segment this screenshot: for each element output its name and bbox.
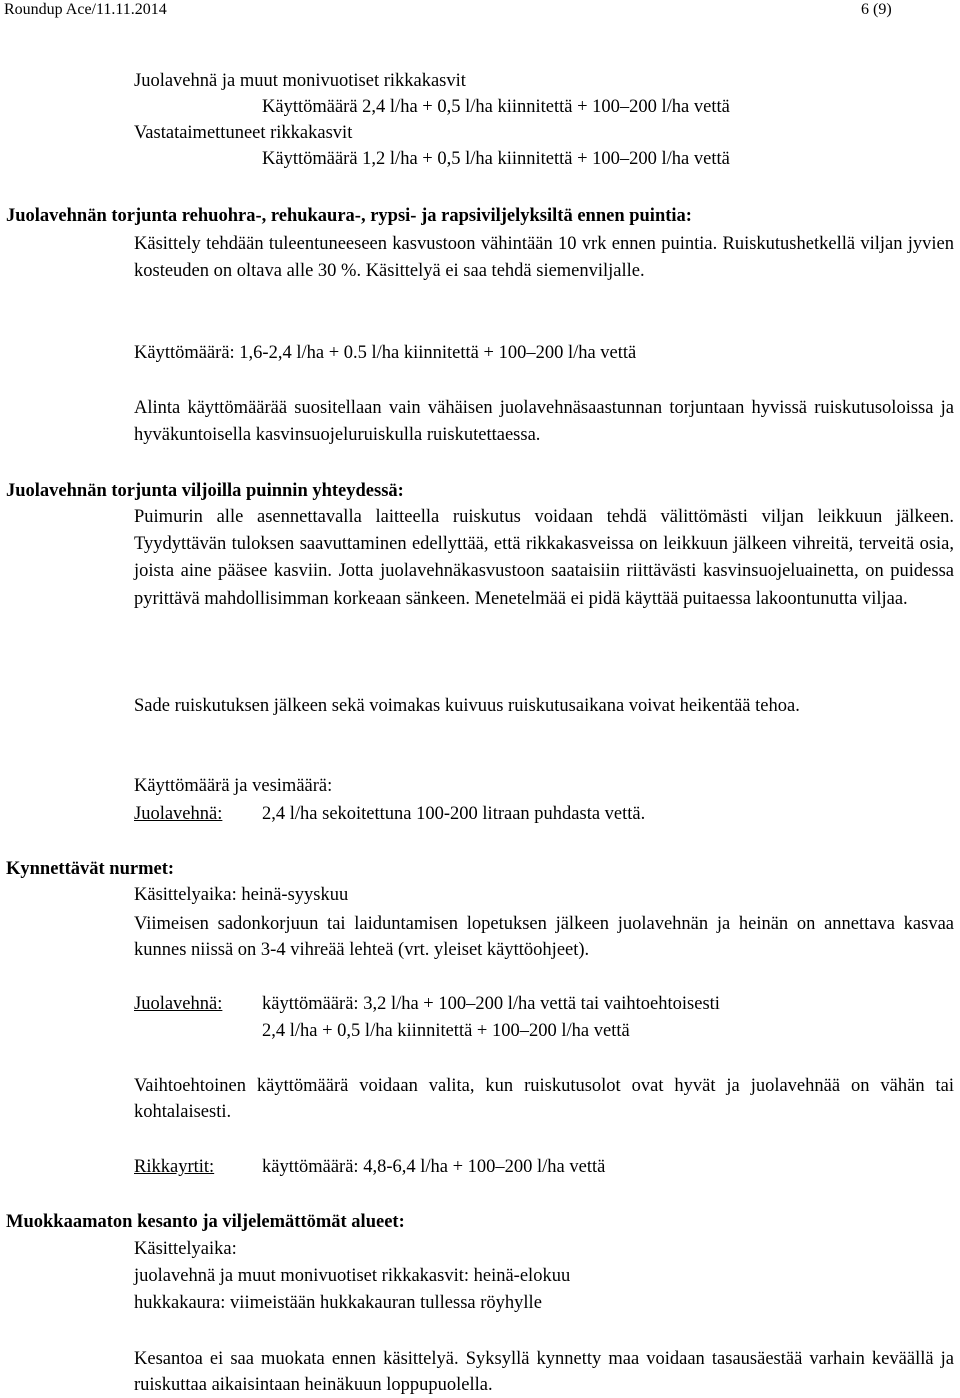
section-paragraph: Kesantoa ei saa muokata ennen käsittelyä. Syksyllä kynnetty maa voidaan tasausäestää varhain keväällä ja ruiskuttaa aikaisintaan heinäkuun loppupuolella.	[134, 1349, 954, 1395]
dose-perennial: Käyttömäärä 2,4 l/ha + 0,5 l/ha kiinnitettä + 100–200 l/ha vettä	[262, 97, 730, 117]
weed-type-perennial: Juolavehnä ja muut monivuotiset rikkakasvit	[134, 71, 466, 91]
dose-before-harvest: Käyttömäärä: 1,6-2,4 l/ha + 0.5 l/ha kiinnitettä + 100–200 l/ha vettä	[134, 343, 637, 363]
section-paragraph: Viimeisen sadonkorjuun tai laiduntamisen lopetuksen jälkeen juolavehnän ja heinän on annettava kasvaa kunnes niissä on 3-4 vihreää lehteä (vrt. yleiset käyttöohjeet).	[134, 914, 954, 960]
dose-newly-sprouted: Käyttömäärä 1,2 l/ha + 0,5 l/ha kiinnitettä + 100–200 l/ha vettä	[262, 149, 730, 169]
section-paragraph: Käsittely tehdään tuleentuneeseen kasvustoon vähintään 10 vrk ennen puintia. Ruiskutushetkellä viljan jyvien kosteuden on oltava alle 30 %. Käsittelyä ei saa tehdä siemenviljalle.	[134, 234, 954, 282]
treatment-time: Käsittelyaika:	[134, 1239, 237, 1259]
treatment-time-wild-oat: hukkakaura: viimeistään hukkakauran tullessa röyhylle	[134, 1293, 542, 1313]
dose-label: Rikkayrtit:	[134, 1157, 215, 1177]
dose-value: 2,4 l/ha sekoitettuna 100-200 litraan puhdasta vettä.	[262, 804, 646, 824]
dose-row	[134, 993, 720, 1015]
dose-label: Juolavehnä:	[134, 804, 223, 824]
section-heading-ploughed-grassland: Kynnettävät nurmet:	[6, 859, 175, 879]
dose-row	[134, 803, 645, 825]
section-heading-fallow: Muokkaamaton kesanto ja viljelemättömät alueet:	[6, 1212, 405, 1232]
dose-label: Juolavehnä:	[134, 994, 223, 1014]
dose-value-alternative: 2,4 l/ha + 0,5 l/ha kiinnitettä + 100–200 l/ha vettä	[262, 1021, 630, 1041]
document-header-left: Roundup Ace/11.11.2014	[4, 1, 167, 18]
section-paragraph: Sade ruiskutuksen jälkeen sekä voimakas kuivuus ruiskutusaikana voivat heikentää tehoa.	[134, 696, 800, 716]
section-paragraph: Alinta käyttömäärää suositellaan vain vähäisen juolavehnäsaastunnan torjuntaan hyvissä ruiskutusoloissa ja hyväkuntoisella kasvinsuojeluruiskulla ruiskutettaessa.	[134, 398, 954, 446]
section-heading-before-harvest: Juolavehnän torjunta rehuohra-, rehukaura-, rypsi- ja rapsiviljelyksiltä ennen puintia:	[6, 206, 692, 226]
dose-title: Käyttömäärä ja vesimäärä:	[134, 776, 333, 796]
page-number: 6 (9)	[861, 1, 892, 18]
weed-type-newly-sprouted: Vastataimettuneet rikkakasvit	[134, 123, 353, 143]
treatment-time-perennial: juolavehnä ja muut monivuotiset rikkakasvit: heinä-elokuu	[134, 1266, 571, 1286]
treatment-time: Käsittelyaika: heinä-syyskuu	[134, 885, 349, 905]
section-paragraph: Puimurin alle asennettavalla laitteella ruiskutus voidaan tehdä välittömästi viljan leikkuun jälkeen. Tyydyttävän tuloksen saavuttaminen edellyttää, että rikkakasveissa on leikkuun jälkeen vihreitä, terveitä osia, joista aine pääsee kasviin. Jotta juolavehnäkasvustoon saataisiin riittävästi kasvinsuojeluainetta, on puidessa pyrittävä mahdollisimman korkeaan sänkeen. Menetelmää ei pidä käyttää puitaessa lakoontunutta viljaa.	[134, 507, 954, 609]
dose-row	[134, 1156, 605, 1178]
section-paragraph: Vaihtoehtoinen käyttömäärä voidaan valita, kun ruiskutusolot ovat hyvät ja juolavehnää on vähän tai kohtalaisesti.	[134, 1076, 954, 1122]
dose-value: käyttömäärä: 4,8-6,4 l/ha + 100–200 l/ha vettä	[262, 1157, 606, 1177]
dose-value: käyttömäärä: 3,2 l/ha + 100–200 l/ha vettä tai vaihtoehtoisesti	[262, 994, 720, 1014]
section-heading-during-harvest: Juolavehnän torjunta viljoilla puinnin yhteydessä:	[6, 481, 404, 501]
